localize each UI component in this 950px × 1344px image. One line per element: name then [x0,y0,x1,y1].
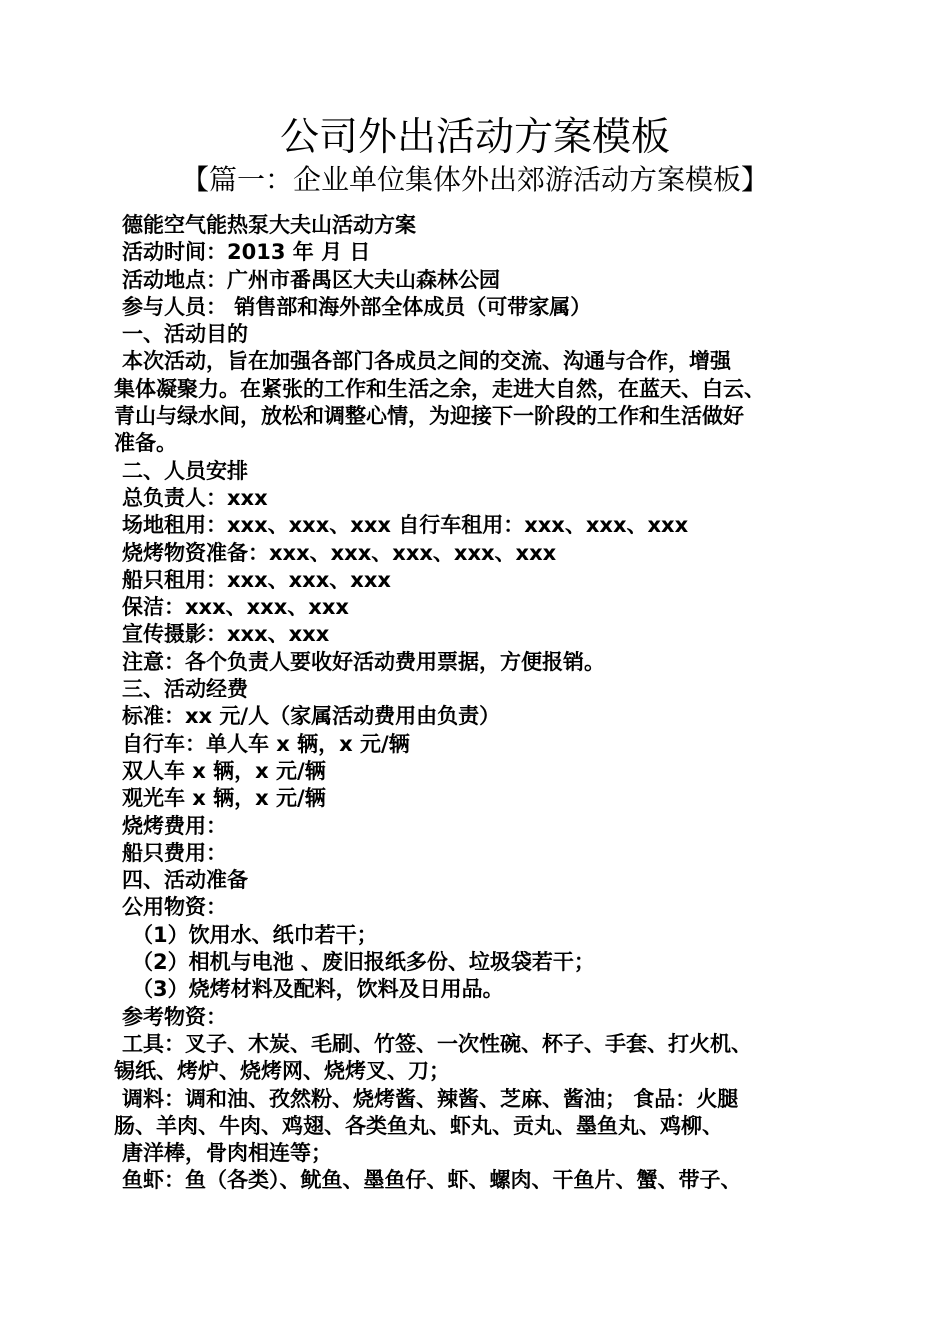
paragraph-line: 集体凝聚力。在紧张的工作和生活之余，走进大自然，在蓝天、白云、 [114,376,765,401]
note: 注意：各个负责人要收好活动费用票据，方便报销。 [122,649,605,674]
list-item: 参考物资： [122,1004,227,1029]
document-title: 公司外出活动方案模板 [279,115,670,160]
section-heading-staffing: 二、人员安排 [122,458,248,483]
participants: 参与人员： 销售部和海外部全体成员（可带家属） [122,294,592,319]
document-subtitle: 【篇一：企业单位集体外出郊游活动方案模板】 [180,163,769,196]
list-item: 宣传摄影：xxx、xxx [122,622,330,647]
paragraph-line: 肠、羊肉、牛肉、鸡翅、各类鱼丸、虾丸、贡丸、墨鱼丸、鸡柳、 [114,1113,723,1138]
list-item: （1）饮用水、纸巾若干； [132,922,378,947]
paragraph-line: 工具：叉子、木炭、毛刷、竹签、一次性碗、杯子、手套、打火机、 [122,1031,752,1056]
list-item: 船只费用： [122,840,227,865]
paragraph-line: 唐洋棒，骨肉相连等； [122,1141,332,1166]
document-body [114,212,848,1195]
list-item: 双人车 x 辆，x 元/辆 [122,758,326,783]
list-item: 场地租用：xxx、xxx、xxx 自行车租用：xxx、xxx、xxx [122,513,689,538]
list-item: 公用物资： [122,895,227,920]
list-item: 保洁：xxx、xxx、xxx [122,595,349,620]
activity-location: 活动地点：广州市番禺区大夫山森林公园 [122,267,500,292]
activity-time: 活动时间：2013 年 月 日 [122,240,371,265]
section-heading-preparation: 四、活动准备 [122,868,248,893]
paragraph-line: 准备。 [114,431,177,456]
paragraph-line: 青山与绿水间，放松和调整心情，为迎接下一阶段的工作和生活做好 [114,404,744,429]
list-item: 标准：xx 元/人（家属活动费用由负责） [122,704,501,729]
paragraph-line: 本次活动，旨在加强各部门各成员之间的交流、沟通与合作，增强 [122,349,731,374]
list-item: 自行车：单人车 x 辆，x 元/辆 [122,731,410,756]
paragraph-line: 鱼虾：鱼（各类）、鱿鱼、墨鱼仔、虾、螺肉、干鱼片、蟹、带子、 [122,1168,742,1193]
section-heading-purpose: 一、活动目的 [122,322,248,347]
list-item: 烧烤物资准备：xxx、xxx、xxx、xxx、xxx [122,540,557,565]
list-item: 烧烤费用： [122,813,227,838]
list-item: 观光车 x 辆，x 元/辆 [122,786,326,811]
paragraph-line: 调料：调和油、孜然粉、烧烤酱、辣酱、芝麻、酱油； 食品：火腿 [122,1086,739,1111]
list-item: （2）相机与电池 、废旧报纸多份、垃圾袋若干； [132,950,595,975]
plan-heading: 德能空气能热泵大夫山活动方案 [122,213,416,237]
list-item: 总负责人：xxx [122,485,268,510]
paragraph-line: 锡纸、烤炉、烧烤网、烧烤叉、刀； [114,1059,450,1084]
list-item: 船只租用：xxx、xxx、xxx [122,567,391,592]
list-item: （3）烧烤材料及配料，饮料及日用品。 [132,977,504,1002]
section-heading-budget: 三、活动经费 [122,677,248,702]
